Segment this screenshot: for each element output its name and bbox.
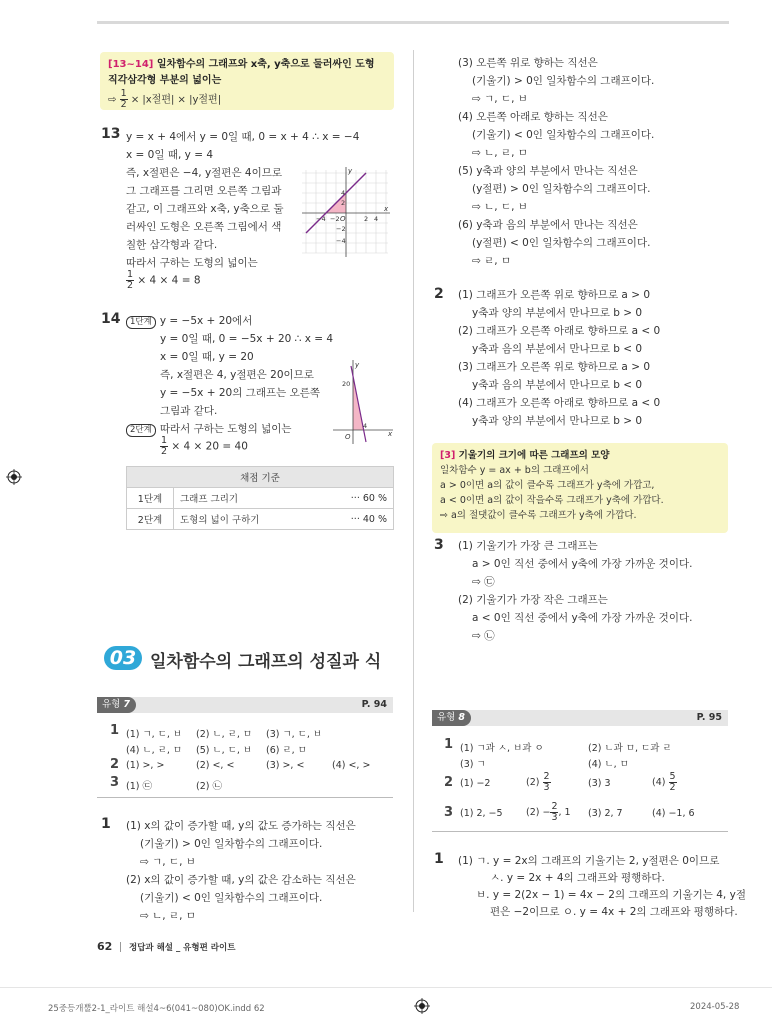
tick-label: −4 [316, 215, 326, 223]
step-badge: 1단계 [126, 316, 156, 329]
answer-item: (1) ㉢ [126, 781, 152, 792]
type-chip: 유형 7 [97, 697, 136, 713]
text-line: ㅂ. y = 2(2x − 1) = 4x − 2의 그래프의 기울기는 4, y절 [476, 889, 746, 901]
table-cell: 2단계 [127, 509, 174, 530]
table-cell: ··· 60 % [317, 488, 393, 509]
text-line: (1) x의 값이 증가할 때, y의 값도 증가하는 직선은 [126, 820, 356, 832]
x-label: x [388, 430, 393, 438]
text-line: ⇨ ㄴ, ㄹ, ㅁ [472, 147, 528, 159]
text-line: 즉, x절편은 4, y절편은 20이므로 [160, 369, 314, 381]
tick-label: 2 [341, 199, 346, 207]
answer-item: (1) ㄱ과 ㅅ, ㅂ과 ㅇ [460, 743, 544, 754]
text-line: ⇨ ㉢ [472, 576, 495, 588]
answer-number: 3 [444, 805, 454, 820]
text-line: 즉, x절편은 −4, y절편은 4이므로 [126, 167, 283, 179]
text-line: 편은 −2이므로 ㅇ. y = 4x + 2의 그래프와 평행하다. [490, 906, 738, 918]
text-line: (2) 기울기가 가장 작은 그래프는 [458, 594, 608, 606]
question-number: 3 [434, 537, 444, 553]
fraction: $\frac{5}{2}$ [669, 771, 676, 793]
answer-item: (4) <, > [332, 760, 371, 771]
tip-formula: ⇨ $\frac{1}{2}$ × |x절편| × |y절편| [108, 88, 222, 110]
text-line: 따라서 구하는 도형의 넓이는 [126, 257, 258, 269]
footer-label: 정답과 해설 _ 유형편 라이트 [129, 943, 236, 953]
print-date: 2024-05-28 [690, 1002, 740, 1012]
question-number: 1 [101, 816, 111, 832]
text-line: (기울기) > 0인 일차함수의 그래프이다. [140, 838, 323, 850]
answer-item: (1) 2, −5 [460, 808, 503, 819]
file-slug: 25중등개뿔2-1_라이트 해설4~6(041~080)OK.indd 62 [48, 1004, 265, 1014]
fraction: $\frac{2}{3}$ [543, 771, 550, 793]
fraction: $\frac{1}{2}$ [120, 88, 127, 110]
y-label: y [348, 167, 353, 175]
tick-label: 4 [363, 422, 368, 430]
text-line: a > 0인 직선 중에서 y축에 가장 가까운 것이다. [472, 558, 693, 570]
answer-item: (2) $\frac{2}{3}$ [526, 771, 550, 793]
answer-item: (1) −2 [460, 778, 491, 789]
page-number: 62 [97, 940, 113, 953]
answer-item: (3) 3 [588, 778, 611, 789]
tip-box-3 [432, 443, 728, 533]
text-line: y = 0일 때, 0 = −5x + 20 ∴ x = 4 [160, 333, 334, 345]
tip-line: a > 0이면 a의 값이 클수록 그래프가 y축에 가깝고, [440, 480, 655, 491]
origin-label: O [340, 215, 346, 223]
answer-number: 1 [110, 723, 120, 738]
answer-item: (3) 2, 7 [588, 808, 623, 819]
answer-item: (2) − $\frac{2}{3}$ , 1 [526, 801, 571, 823]
tip-line: 일차함수 y = ax + b의 그래프에서 [440, 465, 589, 476]
answer-line: $\frac{1}{2}$ × 4 × 4 = 8 [127, 269, 201, 291]
tip-box-13-14 [100, 52, 394, 110]
x-label: x [384, 205, 389, 213]
text-line: (1) 기울기가 가장 큰 그래프는 [458, 540, 598, 552]
answer-item: (4) −1, 6 [652, 808, 695, 819]
text-line: y축과 양의 부분에서 만나므로 b > 0 [472, 307, 643, 319]
tip-line: ⇨ a의 절댓값이 클수록 그래프가 y축에 가깝다. [440, 510, 637, 521]
text-line: (y절편) > 0인 일차함수의 그래프이다. [472, 183, 651, 195]
answer-item: (2) ㉡ [196, 781, 222, 792]
text-line: x = 0일 때, y = 20 [160, 351, 254, 363]
divider [97, 797, 393, 798]
text-line: (y절편) < 0인 일차함수의 그래프이다. [472, 237, 651, 249]
table-row [127, 509, 394, 530]
section-badge: 03 [104, 646, 142, 670]
question-number: 13 [101, 126, 121, 142]
text-line: ⇨ ㉡ [472, 630, 495, 642]
answer-number: 3 [110, 775, 120, 790]
bleed-line [0, 987, 772, 988]
question-number: 1 [434, 851, 444, 867]
page-ref: P. 95 [696, 712, 722, 723]
text-line: (기울기) > 0인 일차함수의 그래프이다. [472, 75, 655, 87]
tick-label: −4 [336, 237, 346, 245]
text-line: ⇨ ㄱ, ㄷ, ㅂ [472, 93, 528, 105]
answer-item: (3) >, < [266, 760, 305, 771]
text-line: (기울기) < 0인 일차함수의 그래프이다. [140, 892, 323, 904]
answer-item: (3) ㄱ, ㄷ, ㅂ [266, 729, 323, 740]
text-line: ⇨ ㄹ, ㅁ [472, 255, 512, 267]
text-line: 1단계 y = −5x + 20에서 [126, 313, 252, 329]
graph-q13 [300, 165, 390, 257]
text-line: ⇨ ㄱ, ㄷ, ㅂ [140, 856, 196, 868]
page-ref: P. 94 [361, 699, 387, 710]
answer-item: (2) ㄴ과 ㅁ, ㄷ과 ㄹ [588, 743, 672, 754]
text-line: (6) y축과 음의 부분에서 만나는 직선은 [458, 219, 638, 231]
table-cell: 도형의 넓이 구하기 [174, 509, 318, 530]
answer-item: (6) ㄹ, ㅁ [266, 745, 307, 756]
text-line: (4) 그래프가 오른쪽 아래로 향하므로 a < 0 [458, 397, 661, 409]
registration-mark-icon [6, 469, 22, 485]
tip-title: [13~14] 일차함수의 그래프와 x축, y축으로 둘러싸인 도형 직각삼각형 부분의 넓이는 [108, 59, 375, 86]
type-bar-7 [97, 697, 393, 713]
text-line: ⇨ ㄴ, ㄹ, ㅁ [140, 910, 196, 922]
tip-line: a < 0이면 a의 값이 작을수록 그래프가 y축에 가깝다. [440, 495, 664, 506]
text-line: 같고, 이 그래프와 x축, y축으로 둘 [126, 203, 284, 215]
answer-number: 2 [444, 775, 454, 790]
question-number: 14 [101, 311, 121, 327]
text-line: a < 0인 직선 중에서 y축에 가장 가까운 것이다. [472, 612, 693, 624]
step-badge: 2단계 [126, 424, 156, 437]
text-line: 칠한 삼각형과 같다. [126, 239, 218, 251]
column-divider [413, 50, 414, 912]
text-line: (2) 그래프가 오른쪽 아래로 향하므로 a < 0 [458, 325, 661, 337]
grading-table [126, 466, 394, 530]
fraction: $\frac{1}{2}$ [161, 435, 168, 457]
text-line: (2) x의 값이 증가할 때, y의 값은 감소하는 직선은 [126, 874, 356, 886]
answer-item: (5) ㄴ, ㄷ, ㅂ [196, 745, 253, 756]
tick-label: −2 [336, 225, 346, 233]
tick-label: 20 [342, 380, 351, 388]
top-rule [97, 21, 729, 24]
answer-item: (4) $\frac{5}{2}$ [652, 771, 676, 793]
fraction: $\frac{2}{3}$ [551, 801, 558, 823]
tick-label: 2 [364, 215, 369, 223]
text-line: ㅅ. y = 2x + 4의 그래프와 평행하다. [490, 872, 665, 884]
table-row [127, 488, 394, 509]
answer-item: (4) ㄴ, ㅁ [588, 759, 629, 770]
page-footer [97, 940, 235, 953]
text-line: (1) 그래프가 오른쪽 위로 향하므로 a > 0 [458, 289, 651, 301]
text-line: (3) 오른쪽 위로 향하는 직선은 [458, 57, 598, 69]
y-label: y [355, 361, 360, 369]
text-line: 러싸인 도형은 오른쪽 그림에서 색 [126, 221, 282, 233]
answer-item: (2) <, < [196, 760, 235, 771]
text-line: 그 그래프를 그리면 오른쪽 그림과 [126, 185, 282, 197]
table-cell: 그래프 그리기 [174, 488, 318, 509]
divider [432, 831, 728, 832]
type-bar-8 [432, 710, 728, 726]
answer-line: $\frac{1}{2}$ × 4 × 20 = 40 [161, 435, 248, 457]
text-line: x = 0일 때, y = 4 [126, 149, 214, 161]
text-line: 2단계 따라서 구하는 도형의 넓이는 [126, 421, 292, 437]
table-cell: 1단계 [127, 488, 174, 509]
answer-item: (1) ㄱ, ㄷ, ㅂ [126, 729, 183, 740]
text-line: y축과 음의 부분에서 만나므로 b < 0 [472, 379, 643, 391]
tick-label: 4 [341, 189, 346, 197]
tick-label: 4 [374, 215, 379, 223]
tick-label: −2 [330, 215, 340, 223]
origin-label: O [345, 433, 351, 441]
table-header: 채점 기준 [127, 467, 394, 488]
text-line: (5) y축과 양의 부분에서 만나는 직선은 [458, 165, 638, 177]
text-line: (3) 그래프가 오른쪽 위로 향하므로 a > 0 [458, 361, 651, 373]
text-line: y축과 양의 부분에서 만나므로 b > 0 [472, 415, 643, 427]
text-line: (기울기) < 0인 일차함수의 그래프이다. [472, 129, 655, 141]
answer-number: 2 [110, 757, 120, 772]
text-line: 그림과 같다. [160, 405, 218, 417]
answer-item: (3) ㄱ [460, 759, 486, 770]
answer-item: (2) ㄴ, ㄹ, ㅁ [196, 729, 253, 740]
footer-sep [120, 942, 121, 952]
graph-q14 [333, 358, 395, 446]
text-line: ⇨ ㄴ, ㄷ, ㅂ [472, 201, 528, 213]
text-line: y = −5x + 20의 그래프는 오른쪽 [160, 387, 321, 399]
answer-item: (1) >, > [126, 760, 165, 771]
question-number: 2 [434, 286, 444, 302]
text-line: (1) ㄱ. y = 2x의 그래프의 기울기는 2, y절편은 0이므로 [458, 855, 720, 867]
answer-item: (4) ㄴ, ㄹ, ㅁ [126, 745, 183, 756]
text-line: (4) 오른쪽 아래로 향하는 직선은 [458, 111, 608, 123]
text-line: y = x + 4에서 y = 0일 때, 0 = x + 4 ∴ x = −4 [126, 131, 360, 143]
section-title: 일차함수의 그래프의 성질과 식 [150, 652, 382, 672]
type-chip: 유형 8 [432, 710, 471, 726]
text-line: y축과 음의 부분에서 만나므로 b < 0 [472, 343, 643, 355]
table-cell: ··· 40 % [317, 509, 393, 530]
registration-mark-icon [414, 998, 430, 1014]
tip-title: [3] 기울기의 크기에 따른 그래프의 모양 [440, 450, 610, 461]
fraction: $\frac{1}{2}$ [127, 269, 134, 291]
answer-number: 1 [444, 737, 454, 752]
